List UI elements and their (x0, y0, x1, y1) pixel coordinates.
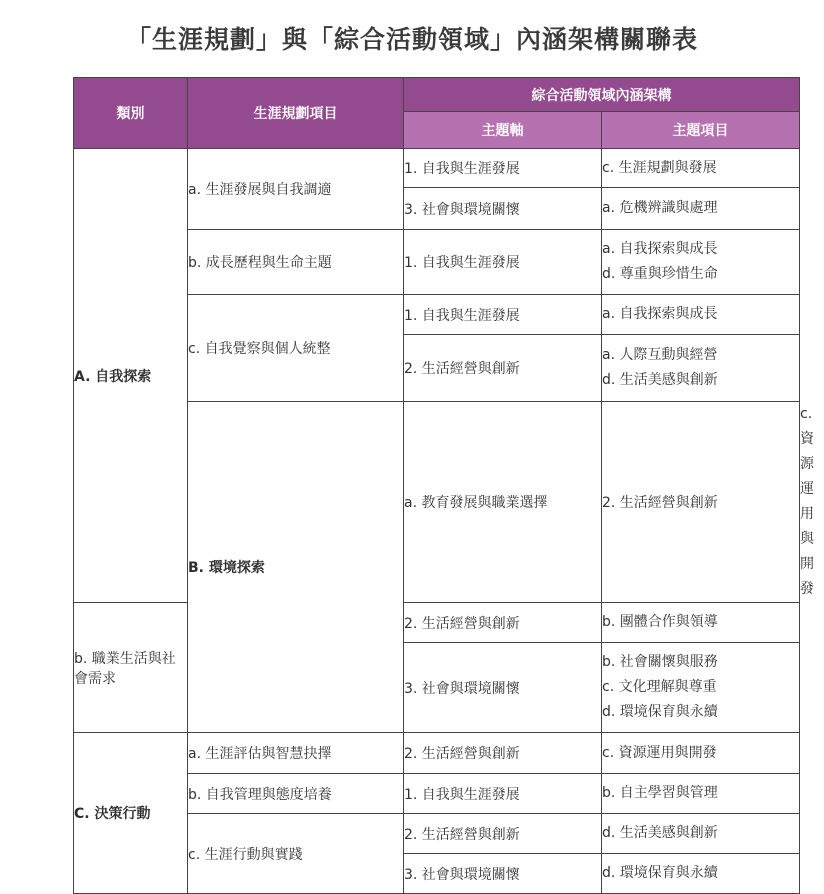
axis-cell: 2. 生活經營與創新 (404, 814, 602, 854)
topic-line: a. 自我探索與成長 (602, 241, 718, 257)
topic-cell (602, 335, 800, 402)
career-item-cell: a. 生涯發展與自我調適 (188, 149, 404, 230)
topic-cell (602, 149, 800, 188)
category-cell: A. 自我探索 (74, 149, 188, 603)
axis-cell: 1. 自我與生涯發展 (404, 295, 602, 335)
table-row (74, 733, 800, 774)
topic-line: d. 環境保育與永續 (602, 865, 718, 881)
topic-line: b. 團體合作與領導 (602, 614, 718, 630)
header-career-item: 生涯規劃項目 (188, 78, 404, 149)
topic-line: c. 文化理解與尊重 (602, 679, 717, 695)
header-category: 類別 (74, 78, 188, 149)
topic-line: d. 尊重與珍惜生命 (602, 266, 718, 282)
relation-table (73, 77, 814, 894)
career-item-cell: c. 自我覺察與個人統整 (188, 295, 404, 402)
axis-cell: 1. 自我與生涯發展 (404, 774, 602, 814)
axis-cell: 1. 自我與生涯發展 (404, 230, 602, 295)
career-item-cell: a. 生涯評估與智慧抉擇 (188, 733, 404, 774)
topic-line: d. 生活美感與創新 (602, 372, 718, 388)
table-row (74, 603, 800, 643)
topic-cell (602, 230, 800, 295)
topic-line: d. 生活美感與創新 (602, 825, 718, 841)
axis-cell: 2. 生活經營與創新 (404, 335, 602, 402)
topic-line: b. 社會關懷與服務 (602, 654, 718, 670)
category-cell: B. 環境探索 (188, 402, 404, 733)
header-axis: 主題軸 (404, 112, 602, 149)
topic-cell (602, 733, 800, 774)
career-item-cell: c. 生涯行動與實踐 (188, 814, 404, 894)
topic-cell (602, 854, 800, 894)
topic-cell (602, 295, 800, 335)
axis-cell: 3. 社會與環境關懷 (404, 188, 602, 230)
topic-line: b. 自主學習與管理 (602, 785, 718, 801)
career-item-cell: a. 教育發展與職業選擇 (404, 402, 602, 603)
topic-cell (602, 814, 800, 854)
topic-line: c. 資源運用與開發 (602, 744, 717, 761)
topic-line: c. 生涯規劃與發展 (602, 159, 717, 176)
topic-line: a. 人際互動與經營 (602, 347, 718, 363)
header-topic: 主題項目 (602, 112, 800, 149)
topic-cell (602, 603, 800, 643)
axis-cell: 1. 自我與生涯發展 (404, 149, 602, 188)
axis-cell: 2. 生活經營與創新 (404, 733, 602, 774)
page-title: 「生涯規劃」與「綜合活動領域」內涵架構關聯表 (125, 25, 698, 54)
topic-cell (602, 774, 800, 814)
career-item-cell: b. 自我管理與態度培養 (188, 774, 404, 814)
category-cell: C. 決策行動 (74, 733, 188, 894)
topic-line: a. 危機辨識與處理 (602, 200, 718, 216)
axis-cell: 2. 生活經營與創新 (602, 402, 800, 603)
topic-cell (602, 643, 800, 733)
table-row (74, 149, 800, 188)
career-item-cell: b. 成長歷程與生命主題 (188, 230, 404, 295)
topic-cell (602, 188, 800, 230)
axis-cell: 2. 生活經營與創新 (404, 603, 602, 643)
header-framework: 綜合活動領域內涵架構 (404, 78, 800, 112)
topic-line: a. 自我探索與成長 (602, 306, 718, 322)
axis-cell: 3. 社會與環境關懷 (404, 854, 602, 894)
table-row: B. 環境探索 a. 教育發展與職業選擇 2. 生活經營與創新 c. 資源運用與開發 (74, 402, 800, 603)
career-item-cell: b. 職業生活與社會需求 (74, 603, 188, 733)
axis-cell: 3. 社會與環境關懷 (404, 643, 602, 733)
topic-line: d. 環境保育與永續 (602, 704, 718, 720)
